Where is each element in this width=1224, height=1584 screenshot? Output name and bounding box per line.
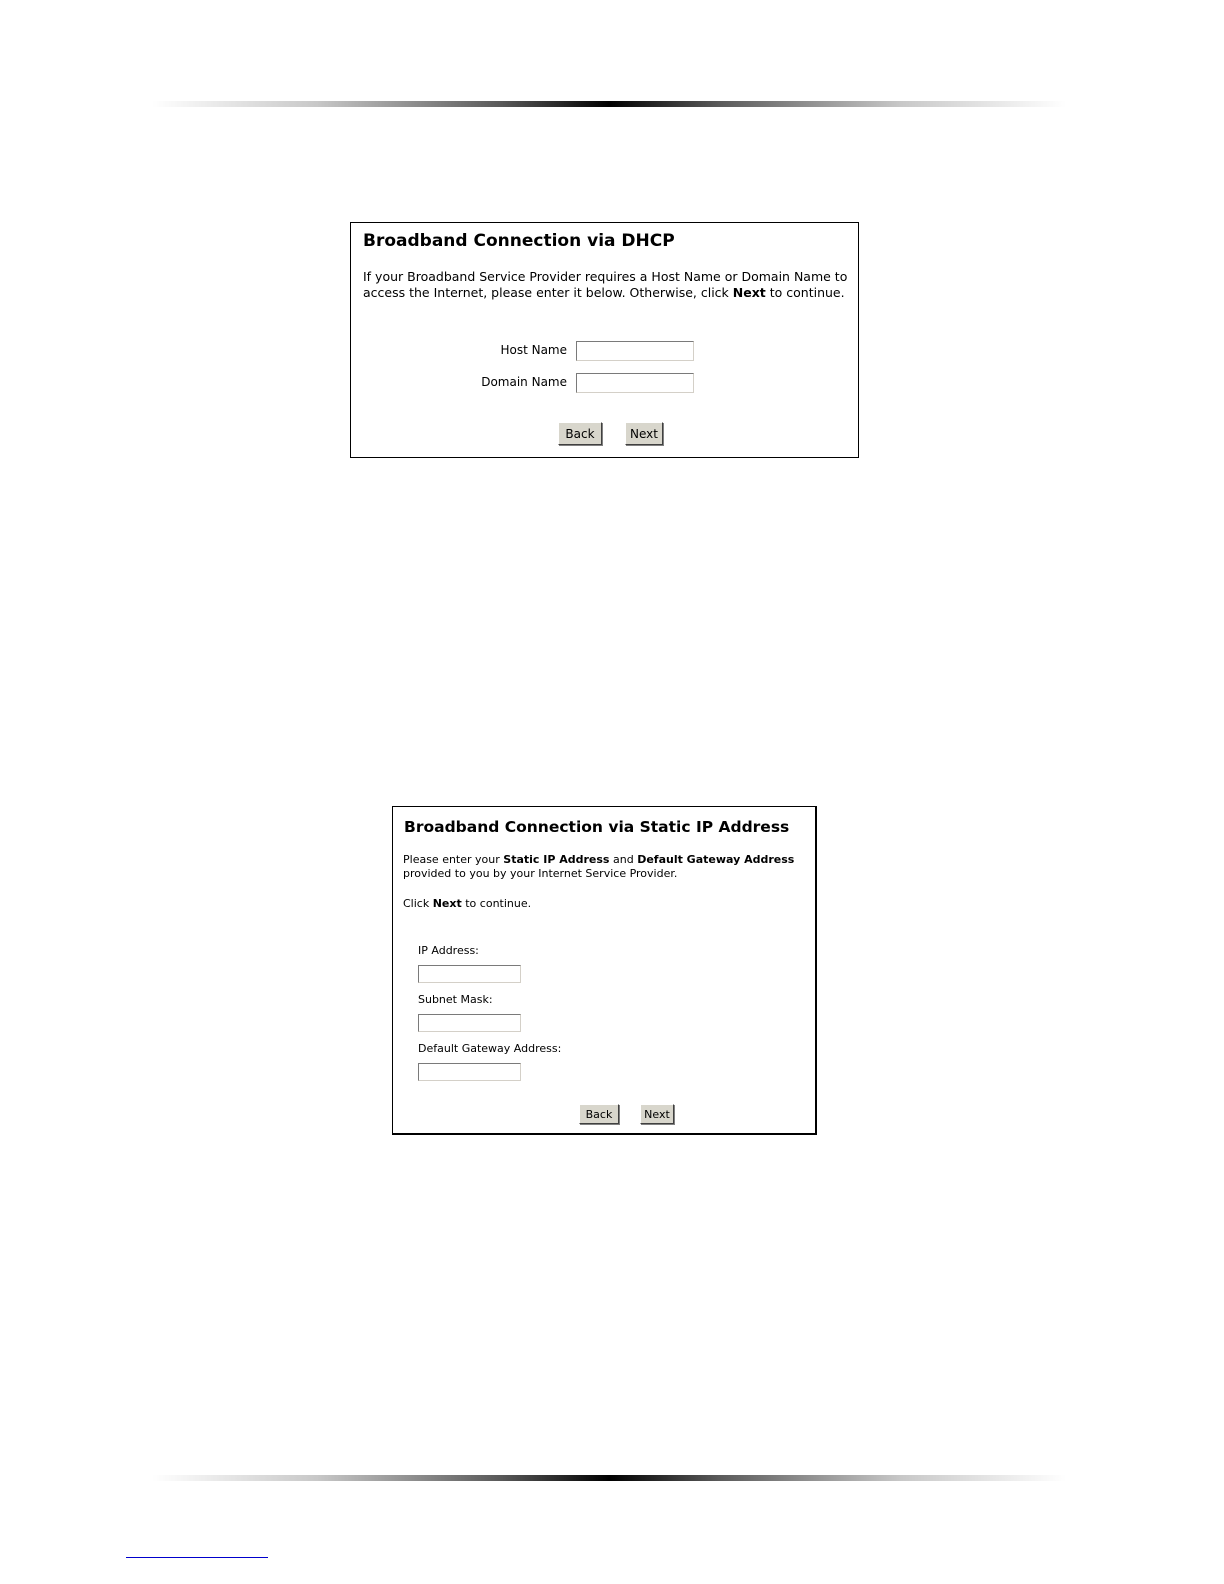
default-gateway-label: Default Gateway Address: bbox=[418, 1042, 562, 1055]
static-intro-text bbox=[403, 853, 813, 881]
dhcp-back-button[interactable]: Back bbox=[558, 422, 602, 445]
host-name-input[interactable] bbox=[576, 341, 694, 361]
static-intro-part2: and bbox=[609, 853, 638, 866]
static-intro-part3: provided to you by your Internet Service Provider. bbox=[403, 867, 678, 880]
dhcp-intro-next-bold: Next bbox=[732, 284, 766, 300]
static-back-button[interactable]: Back bbox=[579, 1104, 619, 1124]
static-intro-part1: Please enter your bbox=[403, 853, 504, 866]
static-click-next-bold: Next bbox=[432, 897, 462, 910]
domain-name-input[interactable] bbox=[576, 373, 694, 393]
subnet-mask-input[interactable] bbox=[418, 1014, 521, 1032]
dhcp-intro-text bbox=[363, 269, 853, 300]
static-click-part1: Click bbox=[403, 897, 433, 910]
bottom-divider-rule bbox=[152, 1475, 1066, 1481]
static-panel-title: Broadband Connection via Static IP Address bbox=[404, 818, 790, 836]
dhcp-panel-title: Broadband Connection via DHCP bbox=[363, 231, 675, 251]
dhcp-next-button[interactable]: Next bbox=[625, 422, 663, 445]
static-next-button[interactable]: Next bbox=[640, 1104, 674, 1124]
static-click-part2: to continue. bbox=[461, 897, 532, 910]
dhcp-connection-panel bbox=[350, 222, 859, 458]
dhcp-intro-text-part2: to continue. bbox=[765, 284, 845, 300]
static-intro-gateway-bold: Default Gateway Address bbox=[637, 853, 795, 866]
domain-name-label: Domain Name bbox=[481, 375, 567, 389]
subnet-mask-label: Subnet Mask: bbox=[418, 993, 493, 1006]
static-ip-connection-panel bbox=[392, 806, 817, 1135]
top-divider-rule bbox=[152, 101, 1066, 107]
host-name-label: Host Name bbox=[500, 343, 567, 357]
ip-address-input[interactable] bbox=[418, 965, 521, 983]
footer-link-underline bbox=[126, 1557, 268, 1558]
static-intro-ip-bold: Static IP Address bbox=[503, 853, 610, 866]
ip-address-label: IP Address: bbox=[418, 944, 479, 957]
dhcp-intro-text-part1: If your Broadband Service Provider requires a Host Name or Domain Name to access the Internet, please enter it below. Otherwise, click bbox=[363, 269, 848, 300]
default-gateway-input[interactable] bbox=[418, 1063, 521, 1081]
static-click-next-text bbox=[403, 897, 813, 911]
